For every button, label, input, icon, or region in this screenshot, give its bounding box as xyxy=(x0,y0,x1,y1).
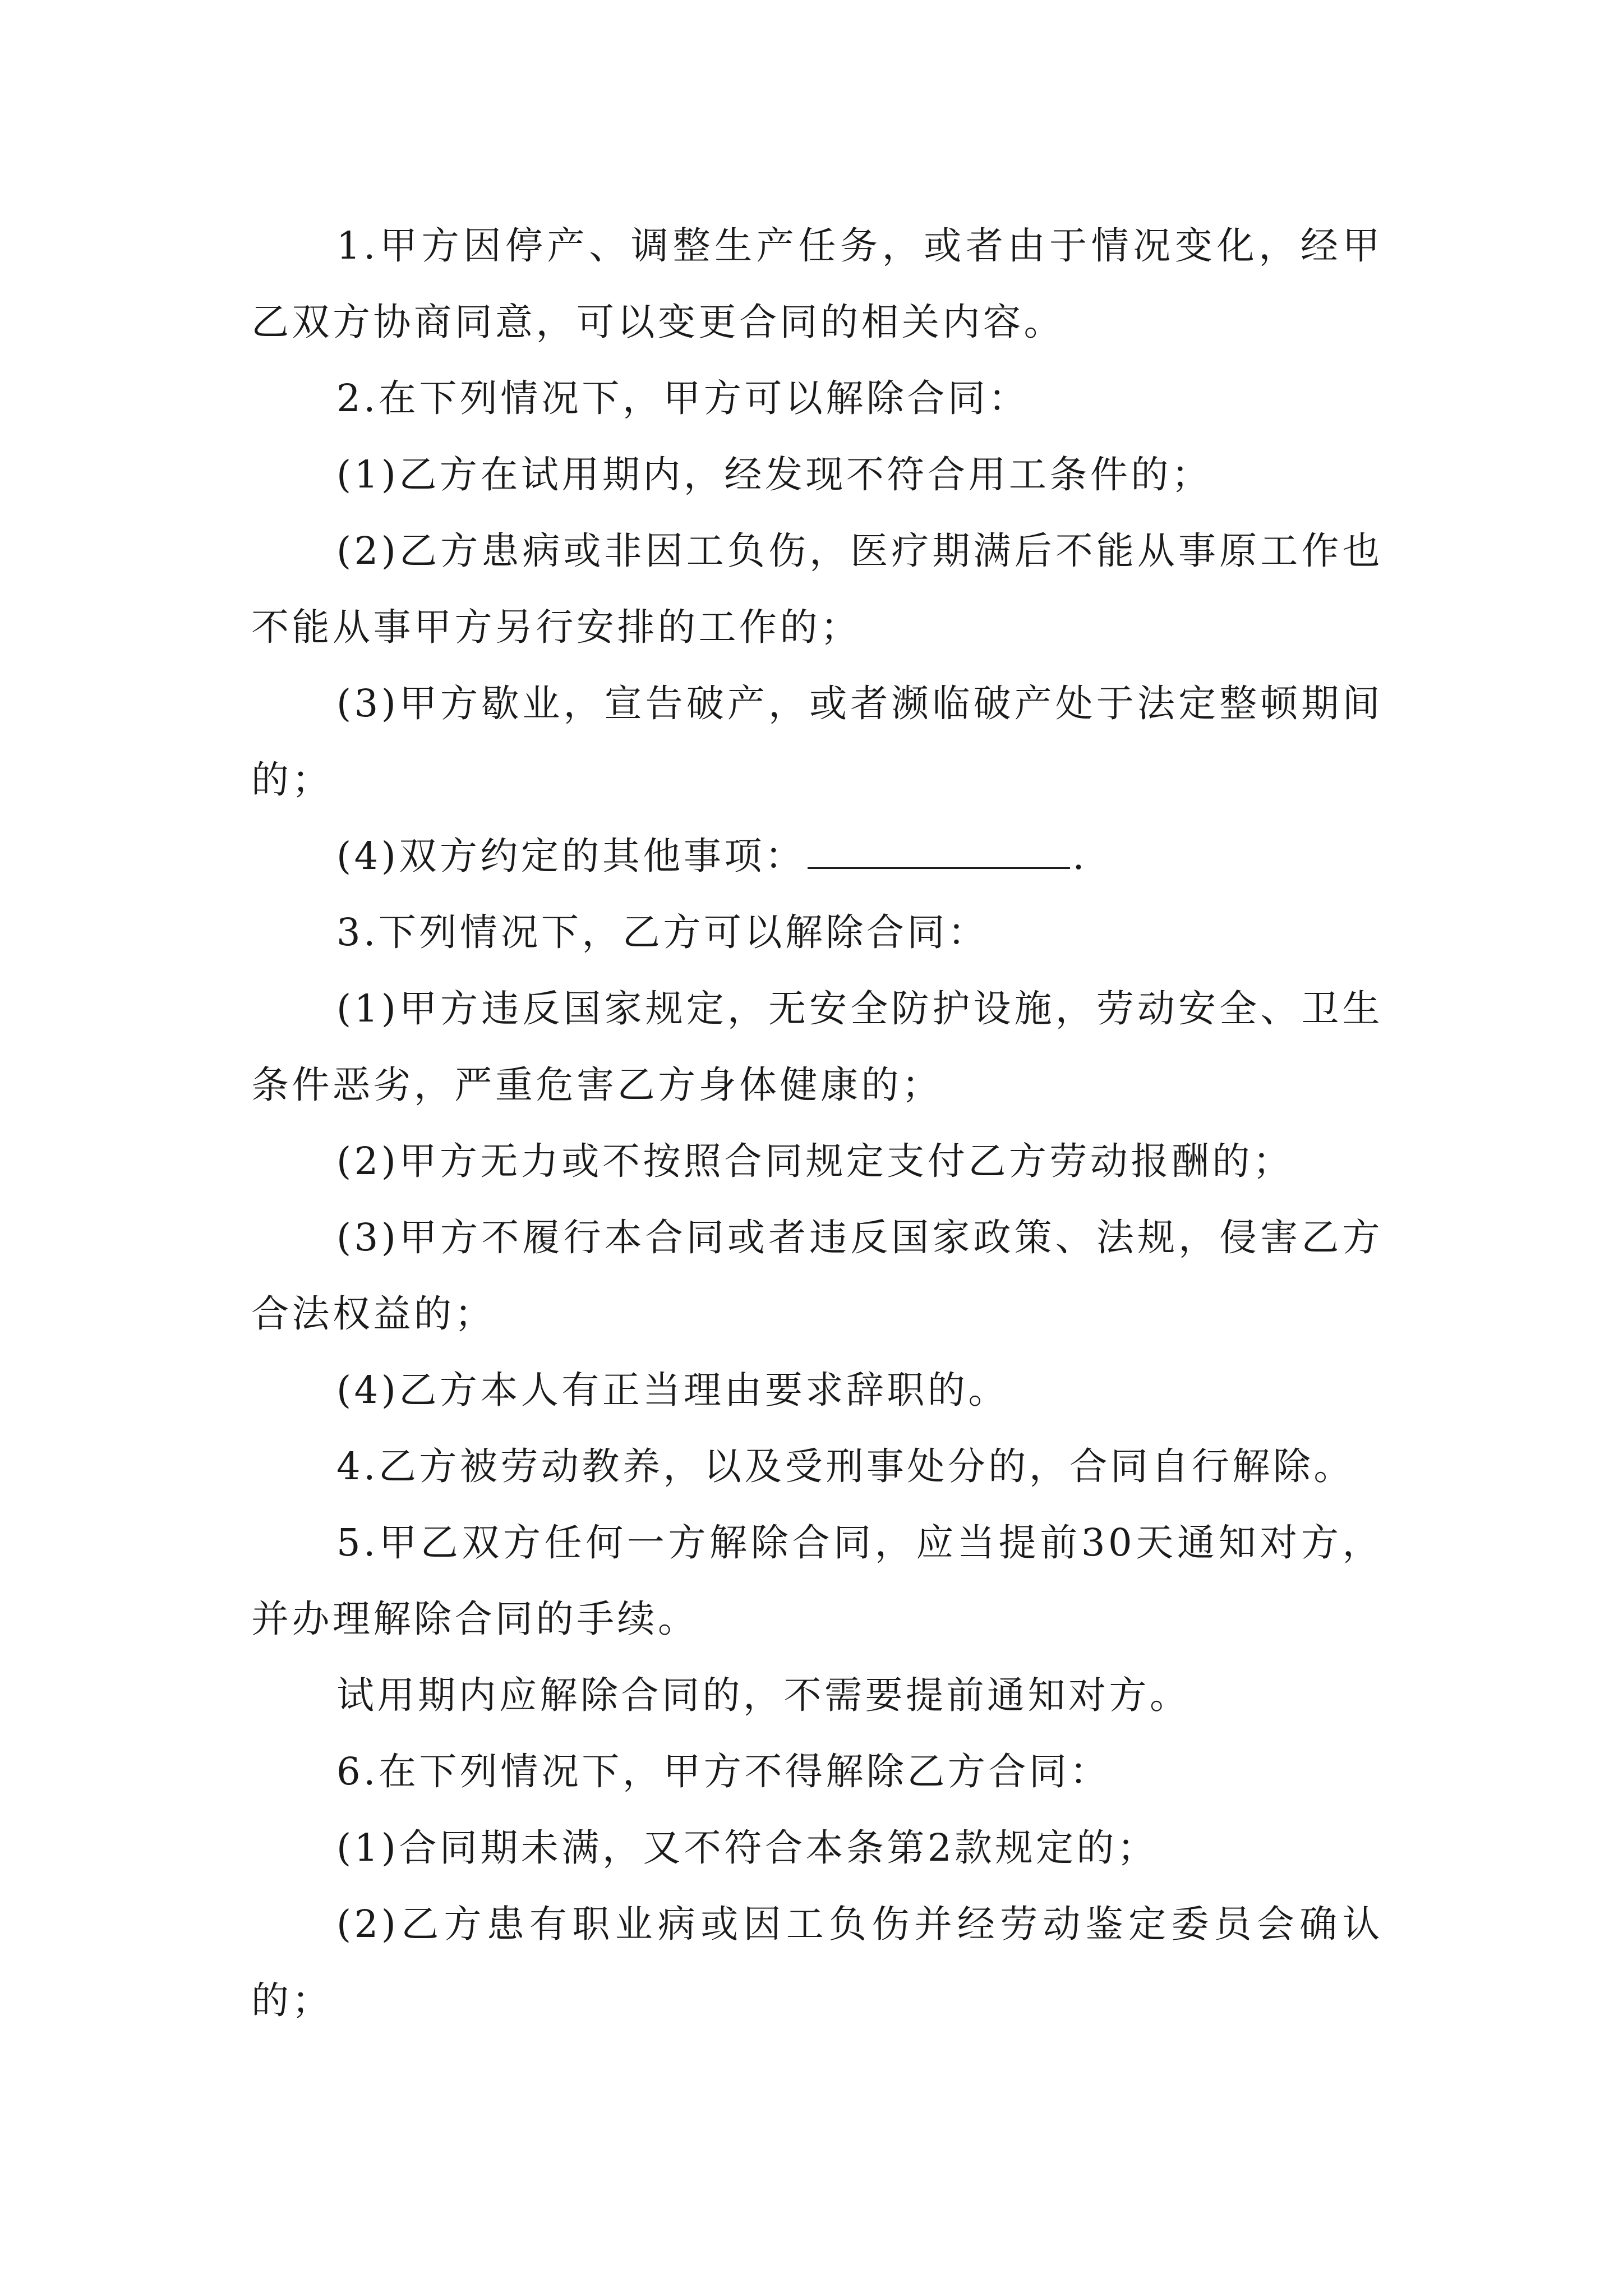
paragraph-2-item-3: (3)甲方歇业，宣告破产，或者濒临破产处于法定整顿期间的； xyxy=(251,682,1383,802)
paragraph-3-item-4: (4)乙方本人有正当理由要求辞职的。 xyxy=(336,1368,1009,1412)
paragraph-6: 6.在下列情况下，甲方不得解除乙方合同： xyxy=(336,1750,1110,1793)
paragraph-2-item-1: (1)乙方在试用期内，经发现不符合用工条件的； xyxy=(336,453,1212,496)
paragraph-2-item-4 xyxy=(251,818,1383,894)
paragraph-3-item-2: (2)甲方无力或不按照合同规定支付乙方劳动报酬的； xyxy=(336,1139,1294,1183)
paragraph-4: 4.乙方被劳动教养，以及受刑事处分的，合同自行解除。 xyxy=(336,1444,1354,1488)
document-body xyxy=(251,208,1383,2039)
paragraph-6-item-2: (2)乙方患有职业病或因工负伤并经劳动鉴定委员会确认的； xyxy=(251,1902,1383,2022)
paragraph-3: 3.下列情况下，乙方可以解除合同： xyxy=(336,910,989,954)
paragraph-1: 1.甲方因停产、调整生产任务，或者由于情况变化，经甲乙双方协商同意，可以变更合同的相关内容。 xyxy=(251,224,1383,344)
paragraph-2: 2.在下列情况下，甲方可以解除合同： xyxy=(336,376,1029,420)
blank-suffix: . xyxy=(1072,834,1088,878)
paragraph-2-item-2: (2)乙方患病或非因工负伤，医疗期满后不能从事原工作也不能从事甲方另行安排的工作的； xyxy=(251,529,1383,649)
paragraph-3-item-1: (1)甲方违反国家规定，无安全防护设施，劳动安全、卫生条件恶劣，严重危害乙方身体健康的； xyxy=(251,987,1383,1107)
fill-in-blank xyxy=(808,834,1070,869)
paragraph-2-item-4-text: (4)双方约定的其他事项： xyxy=(336,834,806,878)
paragraph-6-item-1: (1)合同期未满，又不符合本条第2款规定的； xyxy=(336,1826,1158,1870)
paragraph-3-item-3: (3)甲方不履行本合同或者违反国家政策、法规，侵害乙方合法权益的； xyxy=(251,1216,1383,1336)
paragraph-5-note: 试用期内应解除合同的，不需要提前通知对方。 xyxy=(336,1673,1191,1717)
paragraph-5: 5.甲乙双方任何一方解除合同，应当提前30天通知对方，并办理解除合同的手续。 xyxy=(251,1521,1383,1641)
